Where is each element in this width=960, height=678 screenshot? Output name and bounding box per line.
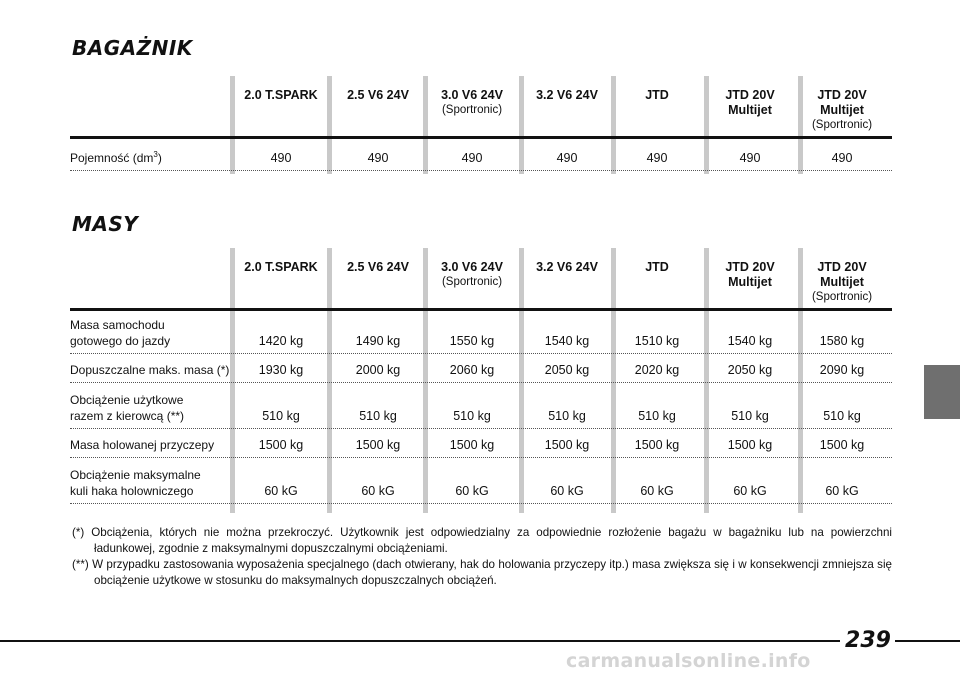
column-header: JTD: [645, 88, 669, 102]
watermark: carmanualsonline.info: [566, 650, 811, 672]
table-cell: 1540 kg: [727, 334, 773, 348]
footer-rule: [895, 640, 960, 642]
table-row: [70, 458, 892, 504]
row-label: Dopuszczalne maks. masa (*): [70, 363, 230, 377]
row-label: [70, 147, 238, 166]
table-cell: 510 kg: [548, 409, 586, 423]
mass-table: [70, 248, 892, 513]
table-row: [70, 383, 892, 429]
footnote: (*) Obciążenia, których nie można przekroczyć. Użytkownik jest odpowiedzialny za odpowiednie rozłożenie bagażu w bagażniku lub na powierzchni ładunkowej, zgodnie z maksymalnymi dopuszczalnymi obciążeniami.: [72, 526, 892, 555]
page-number: 239: [843, 628, 893, 653]
table-cell: 60 kG: [550, 484, 584, 498]
table-cell: 1500 kg: [258, 438, 304, 452]
column-header: JTD 20V Multijet (Sportronic): [811, 88, 873, 131]
footnotes: [72, 525, 892, 589]
table-cell: 490: [461, 151, 483, 165]
table-header: [70, 76, 892, 138]
column-header: 3.2 V6 24V: [536, 260, 598, 274]
table-cell: 1540 kg: [544, 334, 590, 348]
column-header: JTD 20V Multijet: [725, 88, 775, 117]
column-header: 2.5 V6 24V: [347, 88, 409, 102]
column-header: 3.2 V6 24V: [536, 88, 598, 102]
column-header: 3.0 V6 24V (Sportronic): [441, 260, 503, 288]
table-cell: 490: [646, 151, 668, 165]
table-cell: 60 kG: [825, 484, 859, 498]
table-cell: 1500 kg: [544, 438, 590, 452]
column-header: JTD 20V Multijet: [725, 260, 775, 289]
table-cell: 60 kG: [733, 484, 767, 498]
table-row: [70, 429, 892, 458]
table-cell: 2050 kg: [727, 363, 773, 377]
table-cell: 510 kg: [359, 409, 397, 423]
table-cell: 510 kg: [453, 409, 491, 423]
table-cell: 490: [739, 151, 761, 165]
table-cell: 1500 kg: [449, 438, 495, 452]
table-cell: 1420 kg: [258, 334, 304, 348]
table-cell: 2020 kg: [634, 363, 680, 377]
section-title-cargo: BAGAŻNIK: [72, 36, 193, 60]
table-cell: 2060 kg: [449, 363, 495, 377]
column-header: 2.0 T.SPARK: [244, 88, 318, 102]
row-label-text: Pojemność $(dm^3)$: [70, 150, 162, 165]
table-cell: 1500 kg: [819, 438, 865, 452]
section-title-masses: MASY: [72, 212, 139, 236]
table-cell: 2090 kg: [819, 363, 865, 377]
table-cell: 2050 kg: [544, 363, 590, 377]
footnote: (**) W przypadku zastosowania wyposażenia specjalnego (dach otwierany, hak do holowania przyczepy itp.) masa zwiększa się i w konsekwencji zmniejsza się obciążenie użytkowe w stosunku do maksymalnych dopuszczalnych obciążeń.: [72, 558, 892, 587]
column-header: 2.0 T.SPARK: [244, 260, 318, 274]
section-tab-marker: [924, 365, 960, 419]
table-cell: 60 kG: [361, 484, 395, 498]
table-cell: 1930 kg: [258, 363, 304, 377]
table-cell: 490: [556, 151, 578, 165]
table-cell: 1580 kg: [819, 334, 865, 348]
column-header: JTD 20V Multijet (Sportronic): [811, 260, 873, 303]
table-cell: 510 kg: [638, 409, 676, 423]
table-row: [70, 354, 892, 383]
table-cell: 1490 kg: [355, 334, 401, 348]
row-label: Masa holowanej przyczepy: [70, 438, 215, 452]
table-cell: 1500 kg: [634, 438, 680, 452]
table-cell: 1510 kg: [634, 334, 680, 348]
column-header: 3.0 V6 24V (Sportronic): [441, 88, 503, 116]
table-cell: 60 kG: [640, 484, 674, 498]
row-label: Obciążenie użytkowe razem z kierowcą (**): [70, 393, 185, 423]
table-row: [70, 139, 892, 171]
table-cell: 490: [831, 151, 853, 165]
footer-rule: [0, 640, 840, 642]
table-cell: 60 kG: [455, 484, 489, 498]
table-cell: 1500 kg: [727, 438, 773, 452]
cargo-table: [70, 76, 892, 174]
table-cell: 510 kg: [731, 409, 769, 423]
table-header: [70, 248, 892, 310]
table-cell: 1550 kg: [449, 334, 495, 348]
table-cell: 2000 kg: [355, 363, 401, 377]
row-label: Masa samochodu gotowego do jazdy: [70, 318, 171, 348]
table-cell: 60 kG: [264, 484, 298, 498]
row-label: Obciążenie maksymalne kuli haka holowniczego: [70, 468, 201, 498]
column-header: JTD: [645, 260, 669, 274]
table-cell: 510 kg: [823, 409, 861, 423]
table-cell: 490: [367, 151, 389, 165]
table-cell: 1500 kg: [355, 438, 401, 452]
column-header: 2.5 V6 24V: [347, 260, 409, 274]
table-cell: 510 kg: [262, 409, 300, 423]
table-row: [70, 311, 892, 354]
table-cell: 490: [270, 151, 292, 165]
